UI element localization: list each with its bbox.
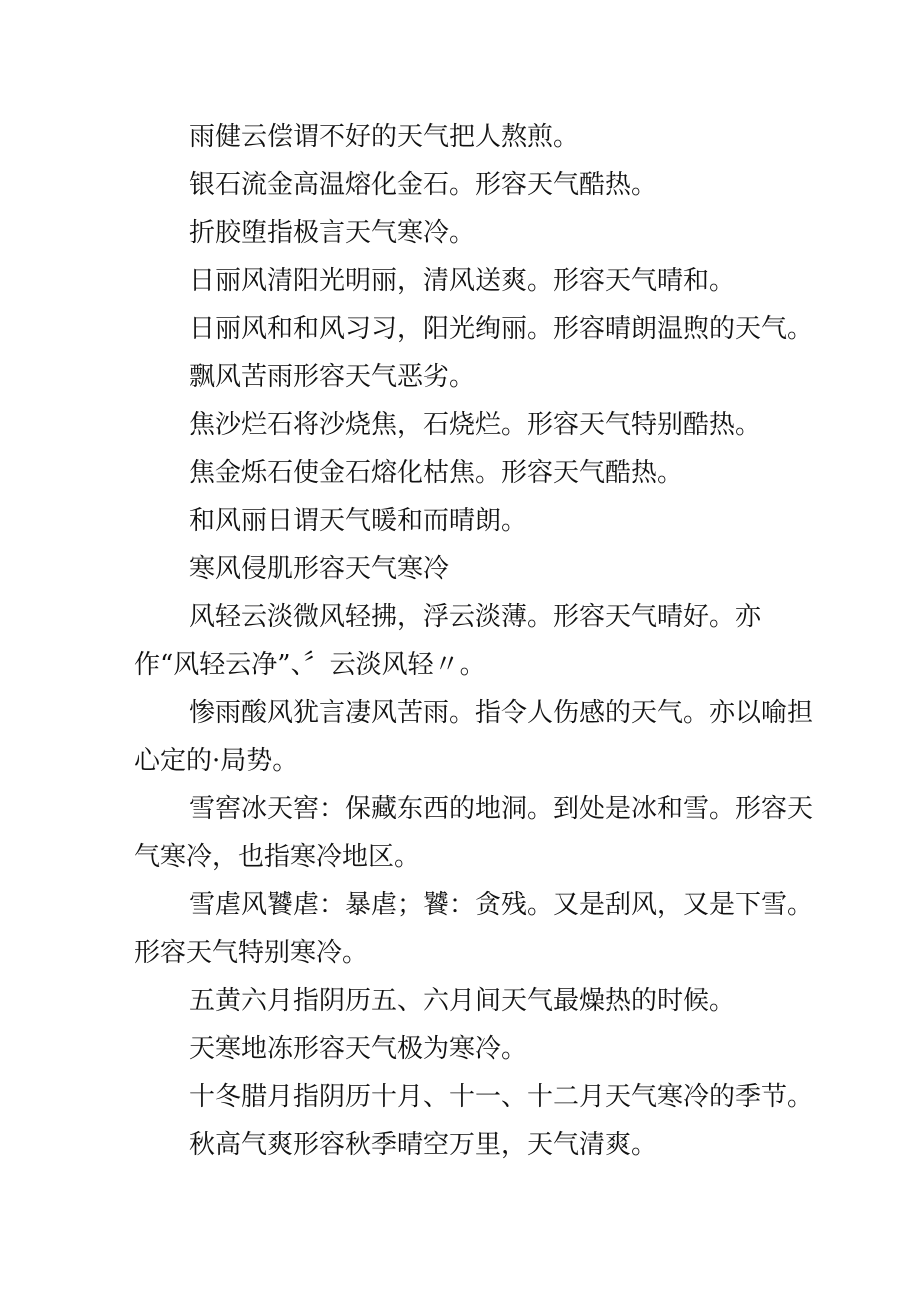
idiom-entry: 雨健云偿谓不好的天气把人熬煎。 [189, 122, 580, 152]
idiom-entry: 雪虐风饕虐：暴虐；饕：贪残。又是刮风，又是下雪。形容天气特别寒冷。 [134, 890, 814, 968]
idiom-entry: 天寒地冻形容天气极为寒冷。 [189, 1034, 528, 1064]
idiom-entry: 寒风侵肌形容天气寒冷 [189, 554, 450, 584]
idiom-entry: 惨雨酸风犹言凄风苦雨。指令人伤感的天气。亦以喻担心定的·局势。 [134, 698, 814, 776]
idiom-entry: 焦金烁石使金石熔化枯焦。形容天气酷热。 [189, 458, 684, 488]
idiom-entry: 秋高气爽形容秋季晴空万里，天气清爽。 [189, 1130, 658, 1160]
idiom-entry: 折胶堕指极言天气寒冷。 [189, 218, 476, 248]
idiom-entry: 风轻云淡微风轻拂，浮云淡薄。形容天气晴好。亦作“风轻云净”、〞云淡风轻〃。 [134, 602, 762, 680]
idiom-entry: 日丽风和和风习习，阳光绚丽。形容晴朗温煦的天气。 [189, 314, 814, 344]
idiom-entry: 和风丽日谓天气暖和而晴朗。 [189, 506, 528, 536]
idiom-entry: 日丽风清阳光明丽，清风送爽。形容天气晴和。 [189, 266, 736, 296]
idiom-entry: 五黄六月指阴历五、六月间天气最燥热的时候。 [189, 986, 736, 1016]
idiom-entry: 雪窖冰天窖：保藏东西的地洞。到处是冰和雪。形容天气寒冷，也指寒冷地区。 [134, 794, 814, 872]
idiom-entry: 飘风苦雨形容天气恶劣。 [189, 362, 476, 392]
idiom-entry: 焦沙烂石将沙烧焦，石烧烂。形容天气特别酷热。 [189, 410, 762, 440]
idiom-entry: 银石流金高温熔化金石。形容天气酷热。 [189, 170, 658, 200]
idiom-entry: 十冬腊月指阴历十月、十一、十二月天气寒冷的季节。 [189, 1082, 814, 1112]
